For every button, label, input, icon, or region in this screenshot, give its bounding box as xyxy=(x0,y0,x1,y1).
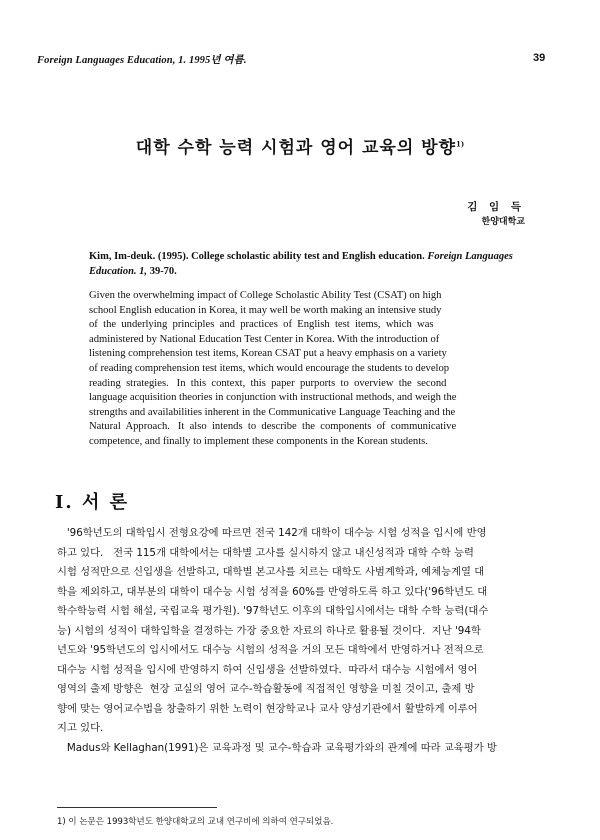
abstract-line: listening comprehension test items, Korean CSAT put a heavy emphasis on a variety xyxy=(89,348,447,360)
body-line: 학수학능력 시험 해설, 국립교육 평가원). '97학년도 이후의 대학입시에서는 대학 수학 능력(대수 xyxy=(57,605,489,617)
body-line: 년도와 '95학년도의 입시에서도 대수능 시험의 성적을 거의 모든 대학에서 반영하거나 전적으로 xyxy=(57,644,484,656)
body-line: '96학년도의 대학입시 전형요강에 따르면 전국 142개 대학이 대수능 시험 성적을 입시에 반영 xyxy=(57,527,487,539)
title-footnote-mark: 1) xyxy=(456,139,465,149)
paper-title-text: 대학 수학 능력 시험과 영어 교육의 방향 xyxy=(135,138,457,158)
page-number: 39 xyxy=(533,52,546,64)
body-line: 하고 있다. 전국 115개 대학에서는 대학별 고사를 실시하지 않고 내신성적과 대학 수학 능력 xyxy=(57,546,474,559)
abstract-line: school English education in Korea, it may well be worth making an intensive study xyxy=(89,304,442,316)
body-line: 영역의 출제 방향은 현장 교실의 영어 교수-학습활동에 직접적인 영향을 미칠 것이고, 출제 방 xyxy=(57,683,475,695)
abstract-line: language acquisition theories in conjunction with instructional methods, and weigh the xyxy=(89,392,457,404)
body-line: 능) 시험의 성적이 대학입학을 결정하는 가장 중요한 자료의 하나로 활용될 것이다. 지난 '94학 xyxy=(57,624,481,637)
footnote-divider xyxy=(57,807,217,808)
paper-title xyxy=(0,133,600,158)
abstract-line: competence, and finally to implement these components in the Korean students. xyxy=(89,435,428,447)
author-name: 김 임 득 xyxy=(467,201,525,213)
abstract xyxy=(89,289,519,450)
abstract-line: of the underlying principles and practices of English test items, which was xyxy=(89,319,434,331)
abstract-line: reading strategies. In this context, this paper purports to overview the second xyxy=(89,377,447,389)
section-heading: I. 서 론 xyxy=(55,492,129,513)
abstract-line: Given the overwhelming impact of College Scholastic Ability Test (CSAT) on high xyxy=(89,290,442,301)
author-affiliation: 한양대학교 xyxy=(481,217,525,227)
body-line: 지고 있다. xyxy=(57,722,104,734)
abstract-line: administered by National Education Test Center in Korea. With the introduction of xyxy=(89,333,440,345)
citation-journal: Foreign Languages Education. 1, xyxy=(89,251,513,277)
body-line: 학을 제외하고, 대부분의 대학이 대수능 시험 성적을 60%를 반영하도록 하고 있다('96학년도 대 xyxy=(57,585,488,598)
citation xyxy=(89,249,529,279)
abstract-line: strengths and availabilities inherent in the Communicative Language Teaching and the xyxy=(89,406,456,418)
body-line: Madus와 Kellaghan(1991)은 교육과정 및 교수-학습과 교육평가와의 관계에 따라 교육평가 방 xyxy=(57,741,497,754)
citation-pages: 39-70. xyxy=(147,266,177,277)
abstract-line: Natural Approach. It also intends to describe the components of communicative xyxy=(89,421,457,433)
abstract-line: of reading comprehension test items, which would encourage the students to develop xyxy=(89,362,450,374)
footnote: 1) 이 논문은 1993학년도 한양대학교의 교내 연구비에 의하여 연구되었음. xyxy=(57,817,334,827)
running-head: Foreign Languages Education, 1. 1995년 여름. xyxy=(37,55,247,66)
citation-plain: Kim, Im-deuk. (1995). College scholastic ability test and English education. xyxy=(89,251,428,262)
body-line: 향에 맞는 영어교수법을 창출하기 위한 노력이 현장학교나 교사 양성기관에서 활발하게 이루어 xyxy=(57,702,478,715)
body-line: 시험 성적만으로 신입생을 선발하고, 대학별 본고사를 치르는 대학도 사범계학과, 예체능계열 대 xyxy=(57,566,485,578)
body-line: 대수능 시험 성적을 입시에 반영하지 하여 신입생을 선발하였다. 따라서 대수능 시험에서 영어 xyxy=(57,663,478,676)
body-text xyxy=(57,524,543,758)
